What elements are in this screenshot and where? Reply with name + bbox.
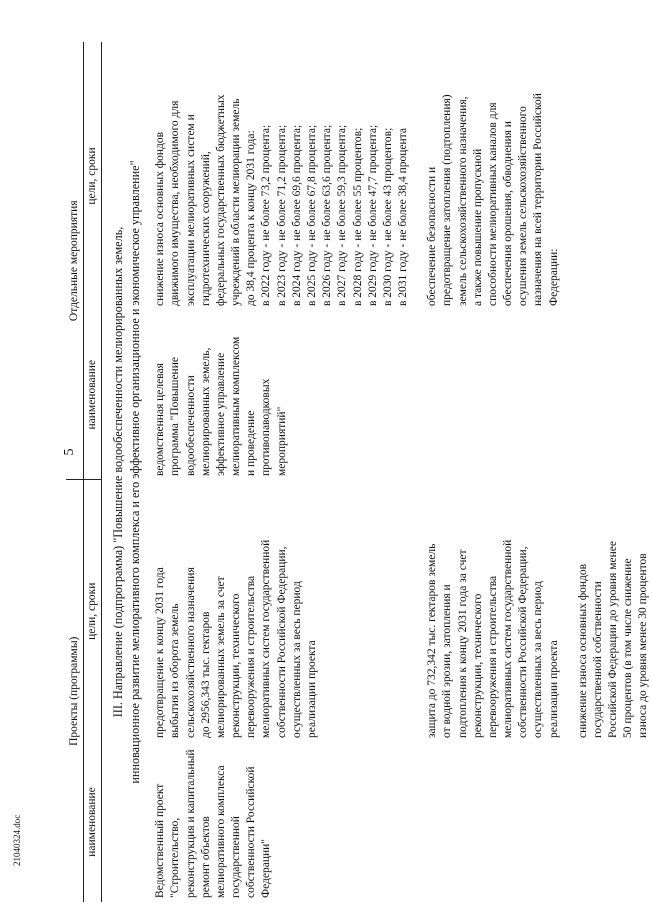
project-goal-3: снижение износа основных фондов государственной собственности Российской Федерации до уровня менее 50 процентов (в том числе снижение износа до уровня менее 30 процентов: [576, 541, 650, 738]
section-title: III. Направление (подпрограмма) "Повышение водообеспеченности мелиорированных земель, инновационное развитие мелиоративного комплекса и его эффективное организационное и экономическое управление": [111, 160, 142, 784]
col-goals-header: цели, сроки: [84, 480, 102, 742]
activity-name: ведомственная целевая программа "Повышение водообеспеченности мелиорированных земель, эффективное управление мелиоративным комплексом и проведение противопаводковых мероприятий": [154, 336, 288, 476]
rotated-page: [66, 22, 650, 902]
col-name-header: наименование: [84, 742, 102, 902]
col-name2-header: наименование: [84, 310, 102, 480]
activities-group-header: Отдельные мероприятия: [66, 42, 84, 480]
file-code: 21040324.doc: [12, 814, 22, 866]
project-goal-1: предотвращение к концу 2031 года выбытия из оборота земель сельскохозяйственного назначения до 2956,343 тыс. гектаров мелиорированных земель за счет реконструкции, технического перевооружения и строительства мелиоративных систем государственной собственности Российской Федерации, осуществленных за весь период реализации проекта: [154, 539, 318, 738]
activity-goal-2: обеспечение безопасности и предотвращение затопления (подтопления) земель сельскохозяйственного назначения, а также повышение пропускной способности мелиоративных каналов для обеспечения орошения, обводнения и осушения земель сельскохозяйственного назначения на всей территории Российской Федерации:: [426, 93, 560, 306]
col-goals2-header: цели, сроки: [84, 42, 102, 310]
projects-group-header: Проекты (программы): [66, 480, 84, 902]
page-number: 5: [62, 448, 77, 456]
activity-goal-1: снижение износа основных фондов движимого имущества, необходимого для эксплуатации мелиоративных систем и гидротехнических сооружений, федеральных государственных бюджетных учреждений в области мелиорации земель до 38,4 процента к концу 2031 года: в 2022 году - не более 73,2 процента; в 2023 году - не более 71,2 процента; в 2024 году - не более 69,6 процента; в 2025 году - не более 67,8 процента; в 2026 году - не более 63,6 процента; в 2027 году - не более 59,3 процента; в 2028 году - не более 55 процентов; в 2029 году - не более 47,7 процента; в 2030 году - не более 43 процентов; в 2031 году - не более 38,4 процента: [154, 94, 410, 306]
project-goal-2: защита до 732,342 тыс. гектаров земель от водной эрозии, затопления и подтопления к концу 2031 года за счет реконструкции, технического перевооружения и строительства мелиоративных систем государственной собственности Российской Федерации, осуществленных за весь период реализации проекта: [426, 539, 560, 738]
project-name: Ведомственный проект "Строительство, реконструкция и капитальный ремонт объектов мелиоративного комплекса государственной собственности Российской Федерации": [154, 749, 273, 898]
programs-table: [66, 42, 652, 902]
